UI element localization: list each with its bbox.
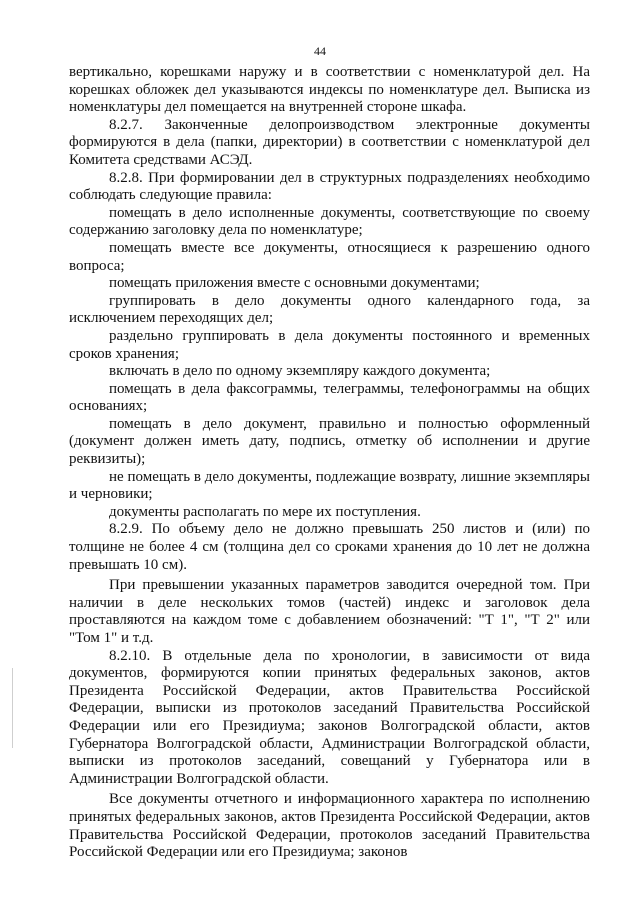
paragraph-8-2-7: 8.2.7. Законченные делопроизводством электронные документы формируются в дела (папки, директории) в соответствии с номенклатурой дел Комитета средствами АСЭД. [69, 116, 590, 168]
scan-artifact-line [12, 668, 13, 748]
rule-item: помещать в дело документ, правильно и полностью оформленный (документ должен иметь дату, подпись, отметку об исполнении и другие реквизиты); [69, 415, 590, 468]
rule-item: группировать в дело документы одного календарного года, за исключением переходящих дел; [69, 292, 590, 327]
rule-item: помещать приложения вместе с основными документами; [109, 275, 480, 292]
paragraph-continuation: вертикально, корешками наружу и в соответствии с номенклатурой дел. На корешках обложек дел указываются индексы по номенклатуре дел. Выписка из номенклатуры дел помещается на внутренней стороне шкафа. [69, 64, 590, 116]
paragraph-reporting-documents: Все документы отчетного и информационного характера по исполнению принятых федеральных законов, актов Президента Российской Федерации, актов Правительства Российской Федерации, протоколов заседаний Правительства Российской Федерации или его Президиума; законов [69, 791, 590, 861]
rule-item: документы располагать по мере их поступления. [109, 503, 421, 520]
paragraph-8-2-10: 8.2.10. В отдельные дела по хронологии, в зависимости от вида документов, формируются копии принятых федеральных законов, актов Президента Российской Федерации, актов Правительства Российской Федерации, выписки из протоколов заседаний Правительства Российской Федерации или его Президиума; законов Волгоградской области, актов Губернатора Волгоградской области, Администрации Волгоградской области, выписки из протоколов заседаний, совещаний у Губернатора или в Администрации Волгоградской области. [69, 647, 590, 787]
rule-item: включать в дело по одному экземпляру каждого документа; [109, 363, 491, 380]
paragraph-volume-rule: При превышении указанных параметров заводится очередной том. При наличии в деле нескольких томов (частей) индекс и заголовок дела проставляются на каждом томе с добавлением обозначений: "Т 1", "Т 2" или "Том 1" и т.д. [69, 577, 590, 646]
rule-item: не помещать в дело документы, подлежащие возврату, лишние экземпляры и черновики; [69, 468, 590, 503]
rule-item: раздельно группировать в дела документы постоянного и временных сроков хранения; [69, 327, 590, 362]
paragraph-8-2-9: 8.2.9. По объему дело не должно превышать 250 листов и (или) по толщине не более 4 см (толщина дел со сроками хранения до 10 лет не должна превышать 10 см). [69, 521, 590, 573]
rule-item: помещать в дело исполненные документы, соответствующие по своему содержанию заголовку дела по номенклатуре; [69, 204, 590, 239]
document-body [69, 64, 590, 862]
page-number: 44 [314, 44, 326, 58]
rule-item: помещать вместе все документы, относящиеся к разрешению одного вопроса; [69, 239, 590, 274]
paragraph-8-2-8: 8.2.8. При формировании дел в структурных подразделениях необходимо соблюдать следующие правила: [69, 169, 590, 204]
rule-item: помещать в дела факсограммы, телеграммы, телефонограммы на общих основаниях; [69, 380, 590, 415]
